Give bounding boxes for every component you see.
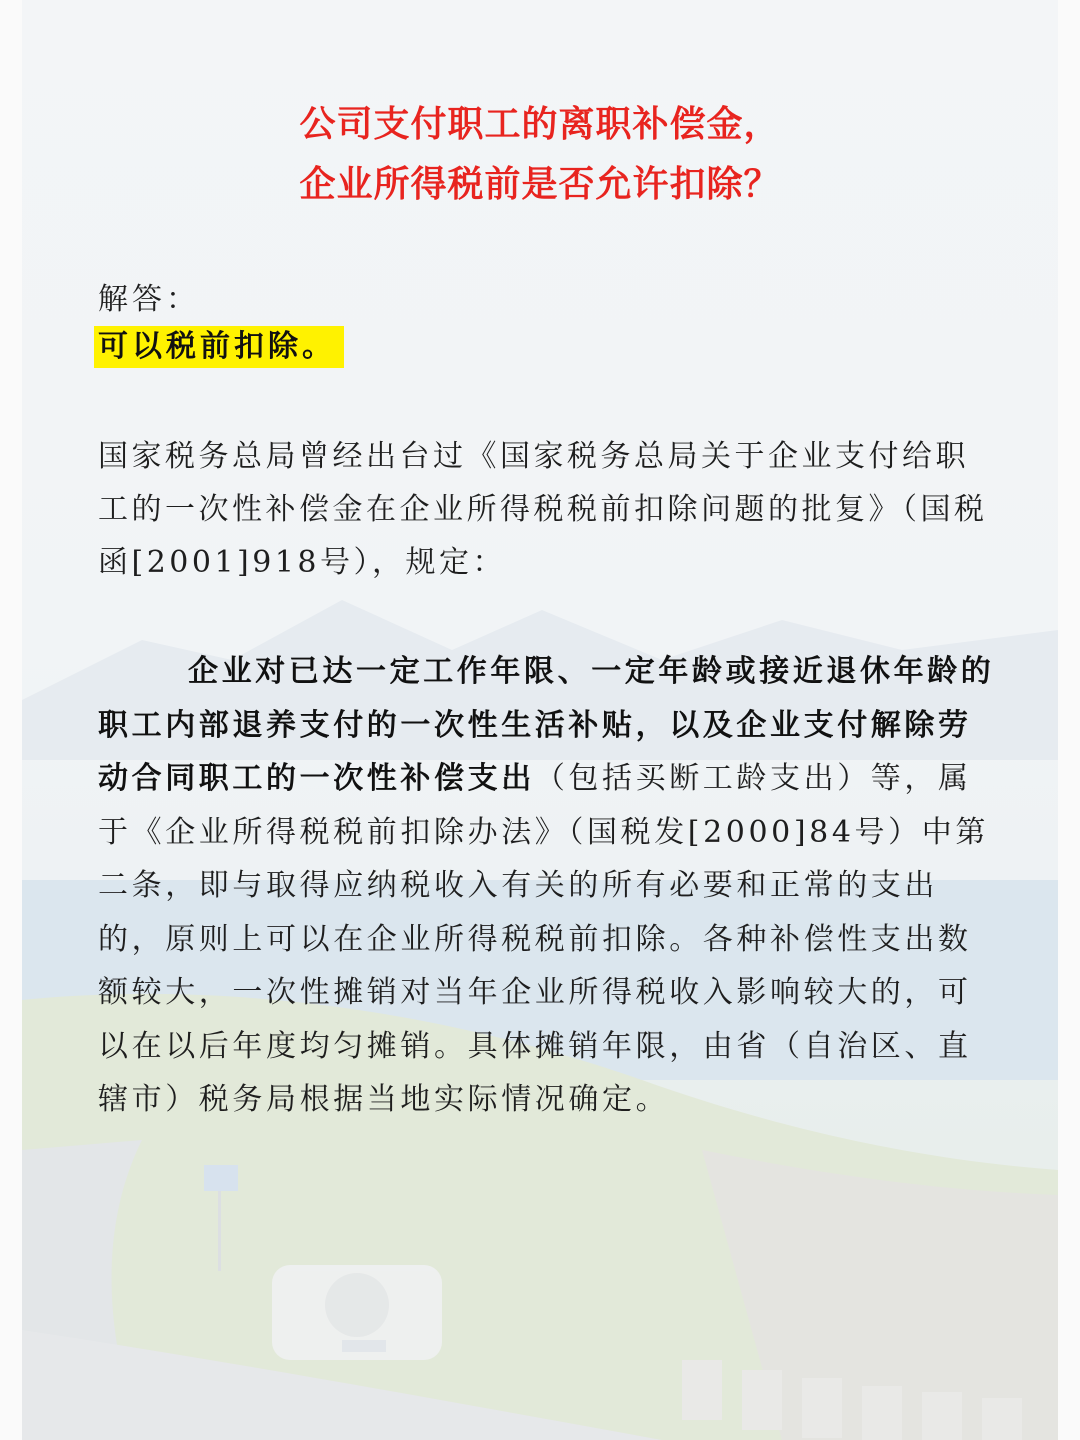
title-line-1: 公司支付职工的离职补偿金， — [299, 104, 781, 145]
ruling-bold-text: 企业对已达一定工作年限、一定年龄或接近退休年龄的职工内部退养支付的一次性生活补贴，以及企业支付解除劳动合同职工的一次性补偿支出 — [98, 654, 995, 796]
ruling-regular-text: （包括买断工龄支出）等，属于《企业所得税税前扣除办法》（国税发[2000]84号）中第二条，即与取得应纳税收入有关的所有必要和正常的支出的，原则上可以在企业所得税税前扣除。各种补偿性支出数额较大，一次性摊销对当年企业所得税收入影响较大的，可以在以后年度均匀摊销。具体摊销年限，由省（自治区、直辖市）税务局根据当地实际情况确定。 — [98, 761, 989, 1117]
intro-paragraph: 国家税务总局曾经出台过《国家税务总局关于企业支付给职工的一次性补偿金在企业所得税税前扣除问题的批复》（国税函[2001]918号），规定： — [98, 439, 988, 580]
title-line-2: 企业所得税前是否允许扣除？ — [299, 164, 781, 205]
answer-highlight: 可以税前扣除。 — [94, 326, 344, 368]
ruling-paragraph — [98, 645, 998, 1127]
answer-label: 解答： — [98, 282, 200, 317]
